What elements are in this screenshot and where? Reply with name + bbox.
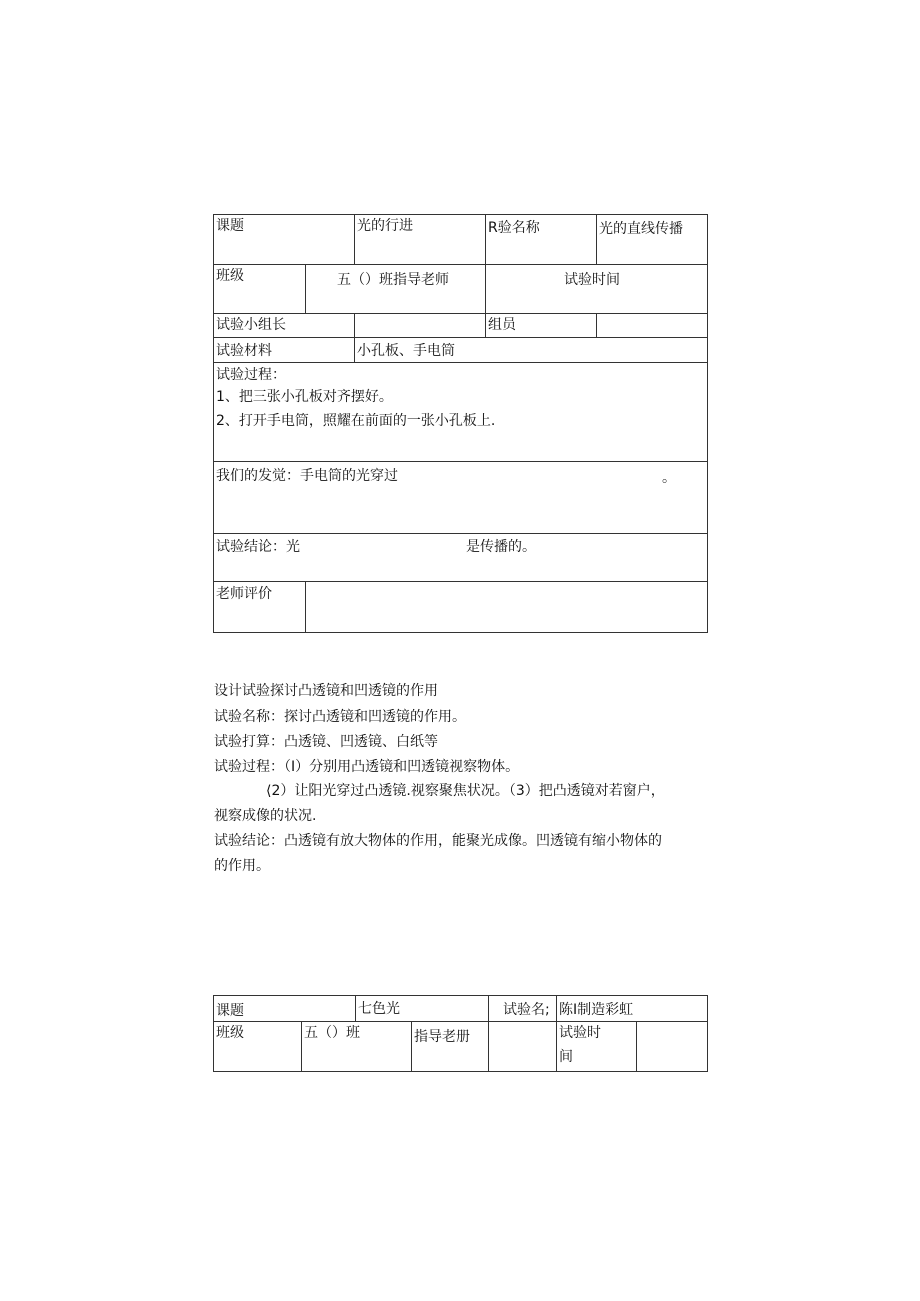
cell-class-label: [213, 264, 306, 314]
conclusion-prefix: 试验结论：光: [216, 539, 300, 555]
class-teacher: 五（）班指导老师: [337, 272, 449, 288]
teacher-eval-label: 老师评价: [216, 586, 272, 602]
cell-teacher-eval-label: [213, 581, 306, 633]
section-conclusion-line-2: 的作用。: [214, 858, 270, 874]
exp-name-label-2: 试验名;: [503, 1002, 550, 1018]
cell-exp-name-label: [485, 214, 597, 265]
cell-materials-value: [354, 337, 708, 363]
cell-members-label: [485, 313, 597, 338]
cell-conclusion: [213, 533, 708, 582]
cell-leader-label: [213, 313, 355, 338]
cell-members-value: [596, 313, 708, 338]
cell-teacher-eval-value: [305, 581, 708, 633]
experiment-table-seven-colors: [0, 990, 920, 1080]
cell2-exp-time-label: [556, 1021, 637, 1072]
finding-end: 。: [662, 470, 676, 486]
cell-finding: [213, 461, 708, 534]
members-label: 组员: [488, 317, 516, 333]
section-name-line: 试验名称：探讨凸透镜和凹透镜的作用。: [214, 709, 466, 725]
section-process-line-2: ⟨2）让阳光穿过凸透镜.视察聚焦状况。（3）把凸透镜对若窗户，: [266, 783, 665, 799]
cell2-topic-label: [213, 995, 356, 1022]
class-value-2: 五（）班: [304, 1025, 360, 1041]
topic-value: 光的行进: [357, 218, 413, 234]
cell2-topic-value: [355, 995, 489, 1022]
finding-text: 我们的发觉：手电筒的光穿过: [216, 468, 398, 484]
cell-materials-label: [213, 337, 355, 363]
topic-label: 课题: [216, 218, 244, 234]
process-step-2: 2、打开手电筒，照耀在前面的一张小孔板上.: [216, 413, 496, 429]
cell-topic-label: [213, 214, 355, 265]
process-step-1: 1、把三张小孔板对齐摆好。: [216, 389, 393, 405]
materials-label: 试验材料: [216, 343, 272, 359]
cell2-teacher-value: [488, 1021, 557, 1072]
teacher-label-2: 指导老册: [414, 1029, 470, 1045]
section-conclusion-line-1: 试验结论：凸透镜有放大物体的作用，能聚光成像。凹透镜有缩小物体的: [214, 833, 662, 849]
cell2-class-value: [301, 1021, 412, 1072]
lens-experiment-section: [0, 670, 920, 880]
cell-exp-time: [485, 264, 708, 314]
class-label-2: 班级: [216, 1025, 244, 1041]
exp-name-value: 光的直线传播: [599, 221, 683, 237]
cell-exp-name-value: [596, 214, 708, 265]
exp-name-value-2: 陈I制造彩虹: [559, 1002, 634, 1018]
cell2-exp-time-value: [636, 1021, 708, 1072]
cell2-teacher-label: [411, 1021, 489, 1072]
exp-time-label: 试验时间: [564, 272, 620, 288]
process-title: 试验过程：: [216, 367, 286, 383]
leader-label: 试验小组长: [216, 317, 286, 333]
experiment-table-light-travel: [0, 0, 920, 640]
topic-label-2: 课题: [216, 1003, 244, 1019]
materials-value: 小孔板、手电筒: [357, 343, 455, 359]
section-process-line-3: 视察成像的状况.: [214, 808, 317, 824]
cell-leader-value: [354, 313, 486, 338]
cell-process: [213, 362, 708, 462]
cell-topic-value: [354, 214, 486, 265]
cell-class-teacher: [305, 264, 486, 314]
section-process-line-1: 试验过程：（I）分别用凸透镜和凹透镜视察物体。: [214, 759, 520, 775]
topic-value-2: 七色光: [358, 1001, 400, 1017]
cell2-class-label: [213, 1021, 302, 1072]
exp-time-label-2-line1: 试验时: [559, 1025, 601, 1041]
class-label: 班级: [216, 268, 244, 284]
cell2-exp-name-label: [488, 995, 557, 1022]
exp-name-label: R验名称: [488, 220, 540, 236]
conclusion-suffix: 是传播的。: [466, 539, 536, 555]
section-plan-line: 试验打算：凸透镜、凹透镜、白纸等: [214, 734, 438, 750]
exp-time-label-2-line2: 间: [559, 1049, 573, 1065]
cell2-exp-name-value: [556, 995, 708, 1022]
section-title: 设计试验探讨凸透镜和凹透镜的作用: [214, 683, 438, 699]
